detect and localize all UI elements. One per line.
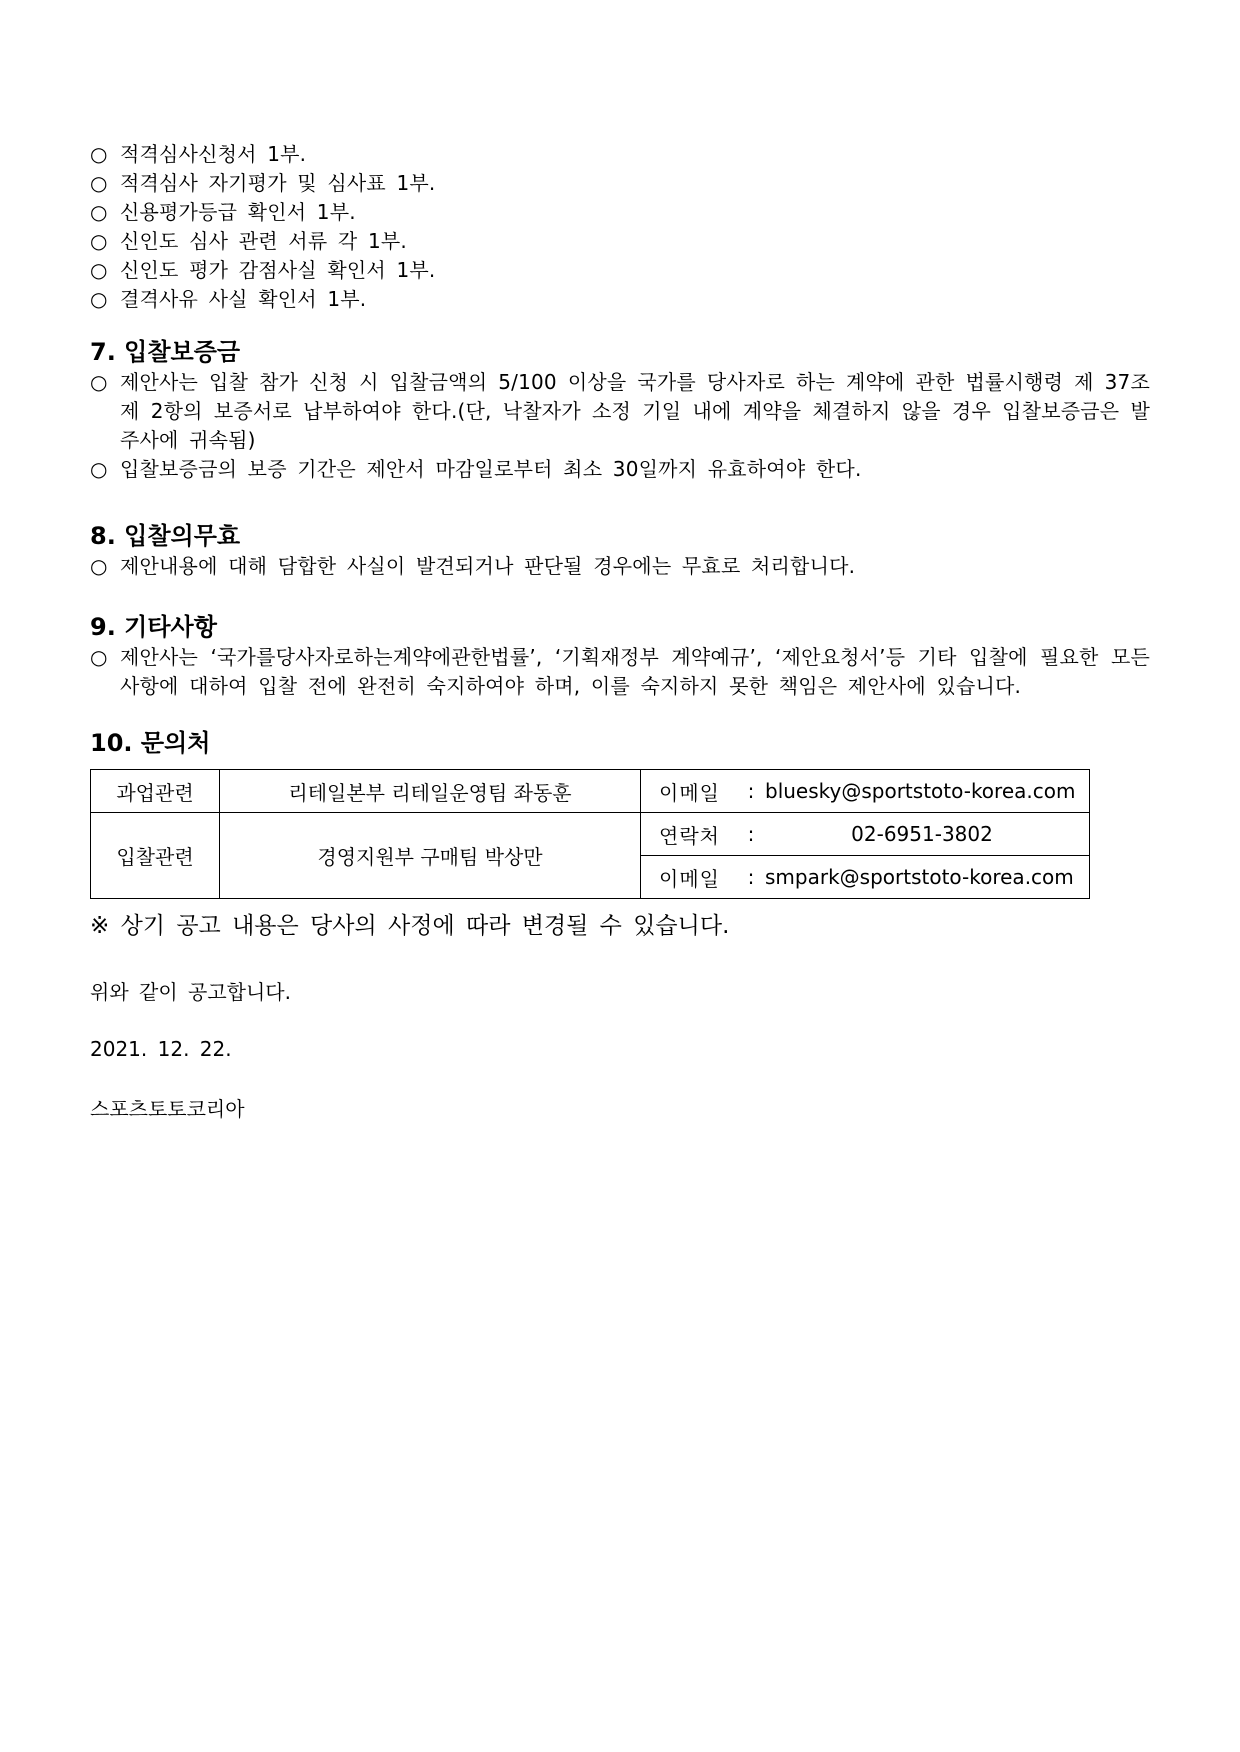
circle-bullet-icon: ○ — [90, 370, 108, 394]
list-item: ○ 결격사유 사실 확인서 1부. — [90, 285, 1150, 314]
email-value[interactable]: smpark@sportstoto-korea.com — [765, 865, 1074, 889]
required-docs-list — [90, 140, 1150, 314]
contact-category: 입찰관련 — [91, 813, 220, 899]
circle-bullet-icon: ○ — [90, 554, 108, 578]
colon: : — [747, 865, 755, 889]
list-item: ○ 적격심사 자기평가 및 심사표 1부. — [90, 169, 1150, 198]
table-row — [91, 770, 1090, 813]
section-8-title: 8. 입찰의무효 — [90, 522, 241, 550]
colon: : — [747, 779, 755, 803]
contact-category: 과업관련 — [91, 770, 220, 813]
section-7-list — [90, 368, 1150, 484]
contact-info-cell — [641, 813, 1090, 856]
email-label: 이메일 — [659, 866, 720, 891]
list-item: ○ 적격심사신청서 1부. — [90, 140, 1150, 169]
contact-person: 리테일본부 리테일운영팀 좌동훈 — [220, 770, 641, 813]
colon: : — [747, 822, 755, 846]
circle-bullet-icon: ○ — [90, 258, 108, 282]
email-label: 이메일 — [659, 780, 720, 805]
list-item: ○ 신용평가등급 확인서 1부. — [90, 198, 1150, 227]
list-item: ○ 신인도 심사 관련 서류 각 1부. — [90, 227, 1150, 256]
list-item: ○ 신인도 평가 감점사실 확인서 1부. — [90, 256, 1150, 285]
email-value[interactable]: bluesky@sportstoto-korea.com — [765, 779, 1076, 803]
circle-bullet-icon: ○ — [90, 229, 108, 253]
circle-bullet-icon: ○ — [90, 142, 108, 166]
document-page — [90, 140, 1150, 1122]
section-7-title: 7. 입찰보증금 — [90, 338, 241, 366]
contact-info-cell — [641, 856, 1090, 899]
phone-label: 연락처 — [659, 823, 720, 848]
circle-bullet-icon: ○ — [90, 287, 108, 311]
section-10-title: 10. 문의처 — [90, 729, 211, 757]
closing-text: 위와 같이 공고합니다. — [90, 980, 291, 1004]
phone-value: 02-6951-3802 — [851, 822, 993, 846]
list-item: ○ 제안사는 입찰 참가 신청 시 입찰금액의 5/100 이상을 국가를 당사자로 하는 계약에 관한 법률시행령 제 37조 제 2항의 보증서로 납부하여야 한다.(단, 낙찰자가 소정 기일 내에 계약을 체결하지 않을 경우 입찰보증금은 발주사에 귀속됨) — [90, 368, 1150, 455]
list-item: ○ 제안사는 ‘국가를당사자로하는계약에관한법률’, ‘기획재정부 계약예규’, ‘제안요청서’등 기타 입찰에 필요한 모든 사항에 대하여 입찰 전에 완전히 숙지하여야 하며, 이를 숙지하지 못한 책임은 제안사에 있습니다. — [90, 643, 1150, 701]
announcement-date: 2021. 12. 22. — [90, 1037, 232, 1061]
section-8-list — [90, 552, 1150, 581]
list-item: ○ 입찰보증금의 보증 기간은 제안서 마감일로부터 최소 30일까지 유효하여야 한다. — [90, 455, 1150, 484]
section-9-list — [90, 643, 1150, 701]
circle-bullet-icon: ○ — [90, 200, 108, 224]
circle-bullet-icon: ○ — [90, 171, 108, 195]
table-row — [91, 813, 1090, 856]
circle-bullet-icon: ○ — [90, 645, 108, 669]
contact-person: 경영지원부 구매팀 박상만 — [220, 813, 641, 899]
notice-note: ※ 상기 공고 내용은 당사의 사정에 따라 변경될 수 있습니다. — [90, 913, 730, 939]
list-item: ○ 제안내용에 대해 담합한 사실이 발견되거나 판단될 경우에는 무효로 처리합니다. — [90, 552, 1150, 581]
contact-info-cell — [641, 770, 1090, 813]
contact-table — [90, 769, 1090, 899]
section-9-title: 9. 기타사항 — [90, 613, 217, 641]
company-name: 스포츠토토코리아 — [90, 1097, 245, 1121]
circle-bullet-icon: ○ — [90, 457, 108, 481]
